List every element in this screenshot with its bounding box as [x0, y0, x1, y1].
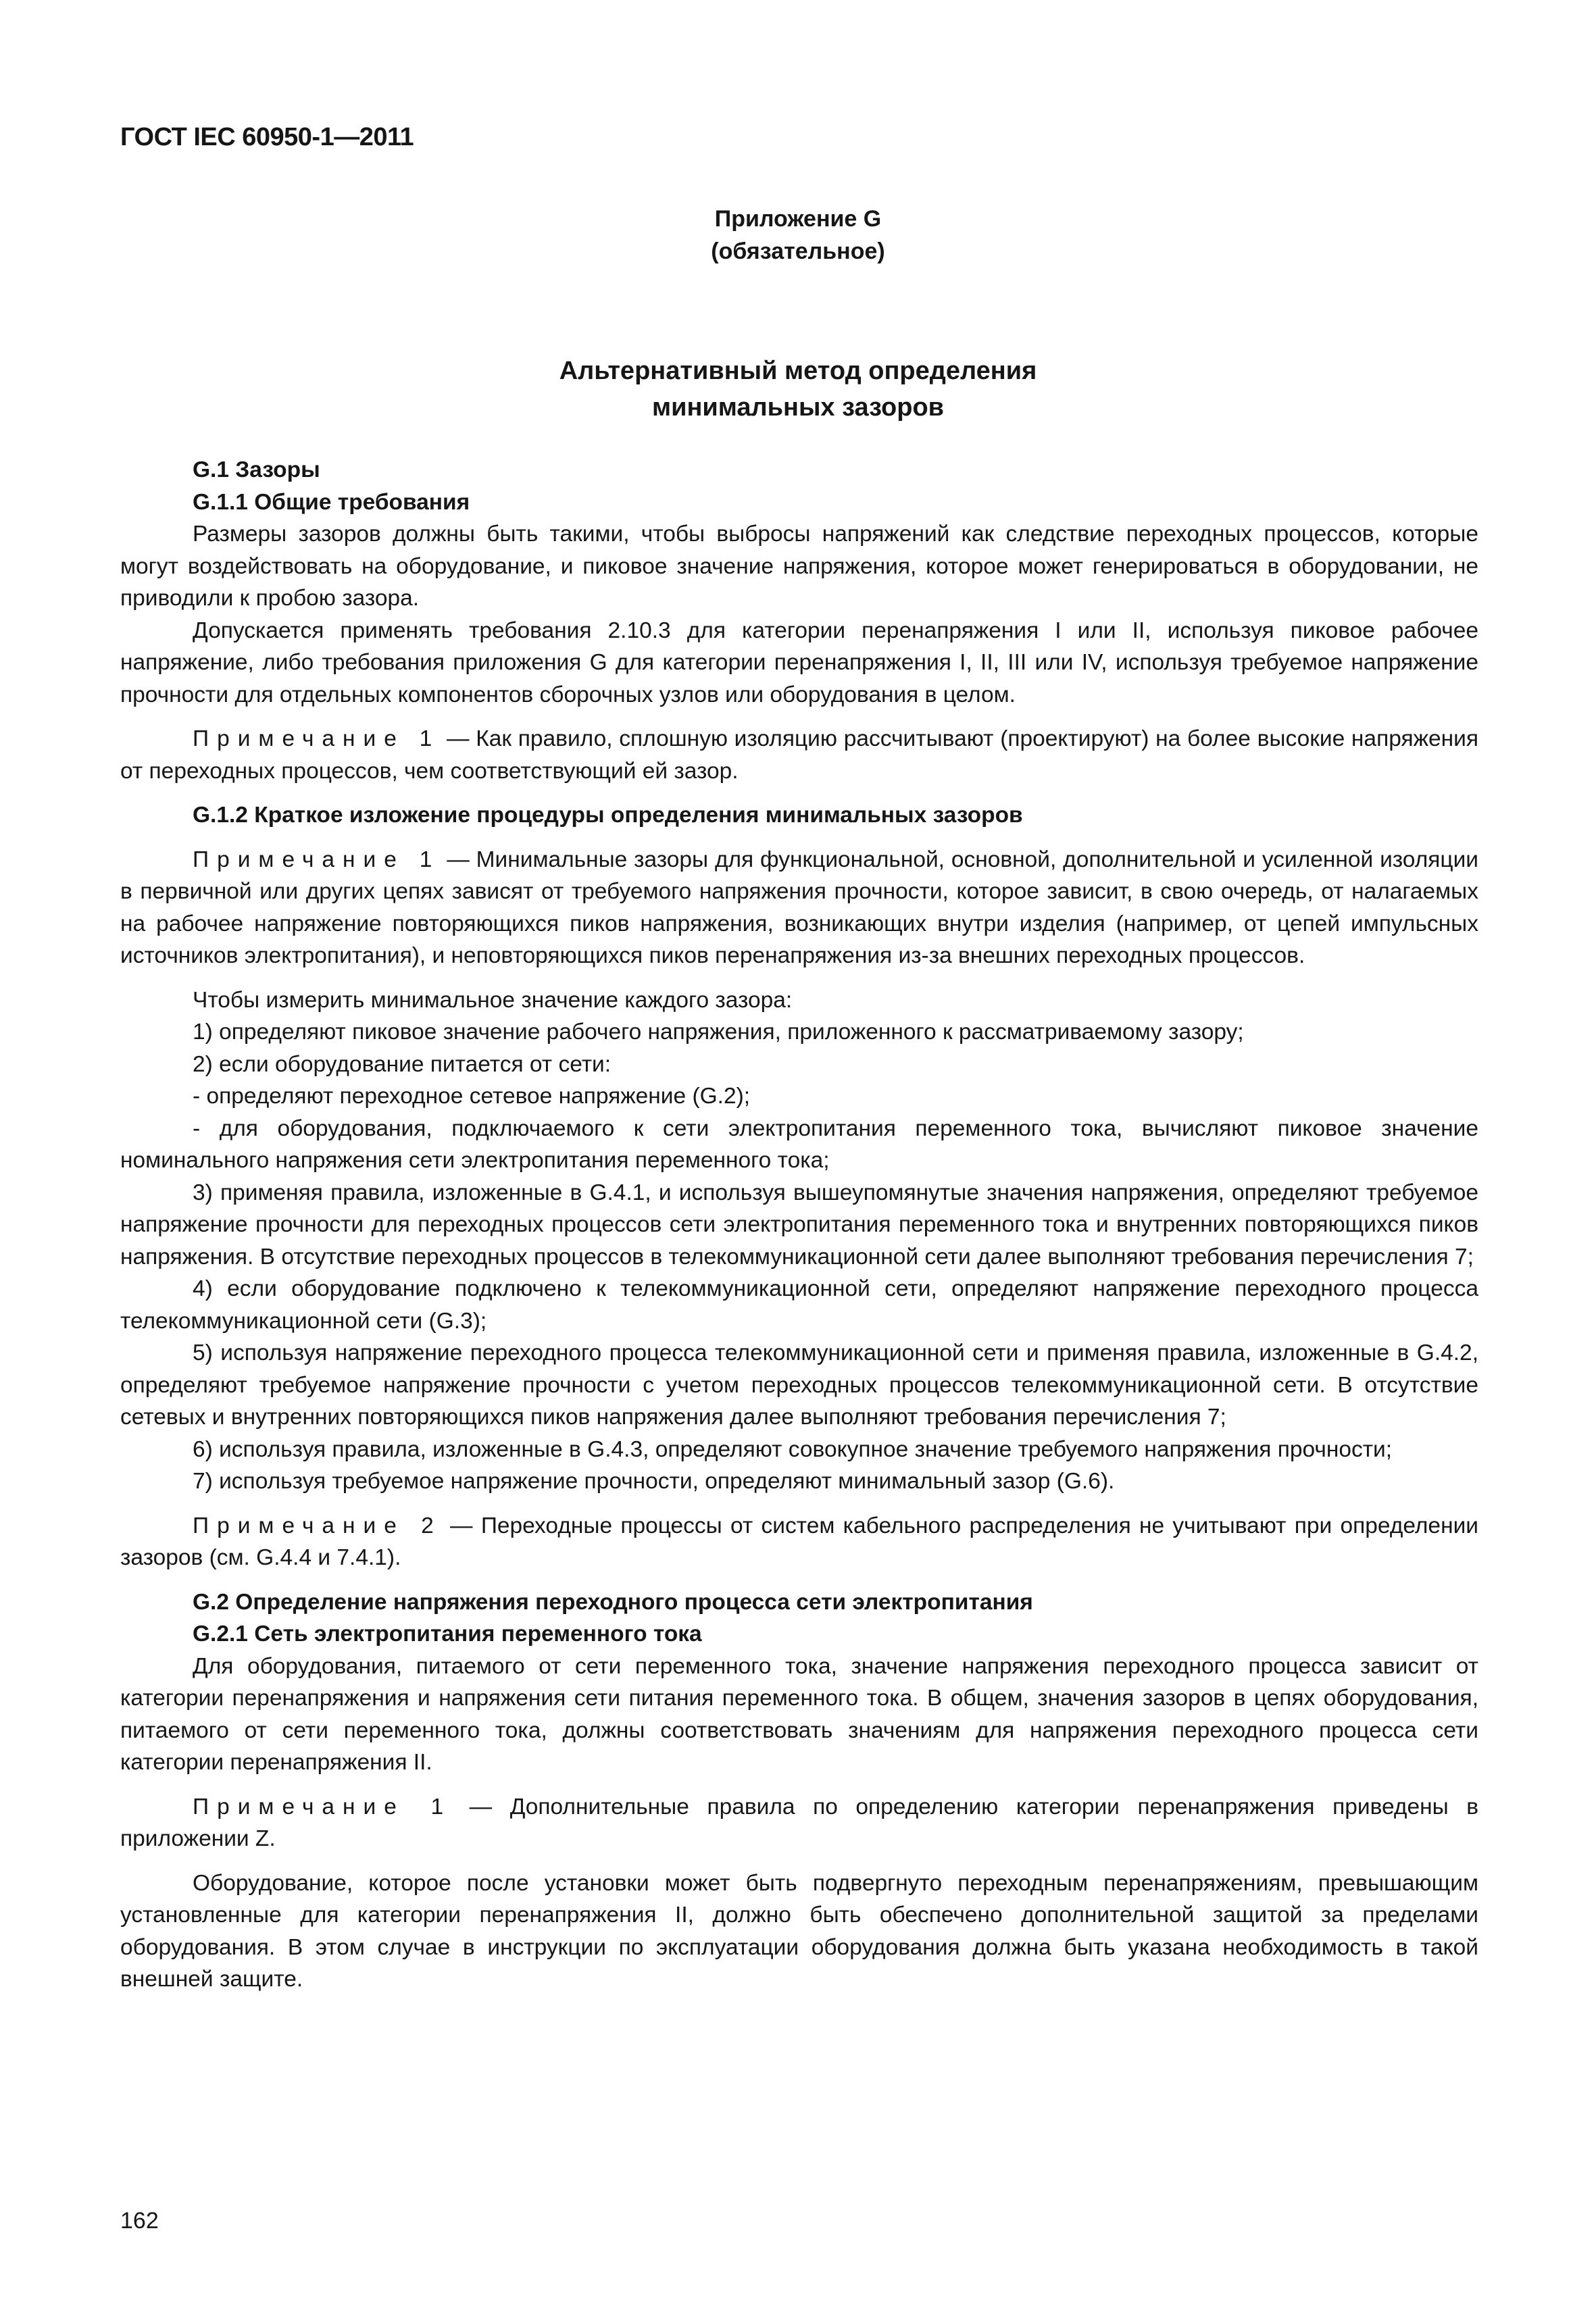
note-text: — Переходные процессы от систем кабельного распределения не учитывают при определении зазоров (см. G.4.4 и 7.4.1).	[120, 1513, 1478, 1570]
note-text: — Как правило, сплошную изоляцию рассчитывают (проектируют) на более высокие напряжения от переходных процессов, чем соответствующий ей зазор.	[120, 726, 1478, 784]
body-paragraph: 5) используя напряжение переходного процесса телекоммуникационной сети и применяя правила, изложенные в G.4.2, определяют требуемое напряжение прочности с учетом переходных процессов телекоммуникационной сети. В отсутствие сетевых и внутренних повторяющихся пиков напряжения далее выполняют требования перечисления 7;	[120, 1340, 1478, 1430]
note-paragraph	[120, 1510, 1478, 1574]
note-label: Примечание 1	[193, 847, 441, 872]
document-header: ГОСТ IEC 60950-1—2011	[120, 123, 414, 151]
note-label: Примечание 1	[193, 726, 441, 751]
note-label: Примечание 2	[193, 1513, 442, 1538]
body-paragraph: 1) определяют пиковое значение рабочего напряжения, приложенного к рассматриваемому зазору;	[193, 1020, 1244, 1045]
annex-heading	[0, 203, 1596, 268]
annex-label: Приложение G	[714, 206, 882, 232]
body-paragraph: 4) если оборудование подключено к телекоммуникационной сети, определяют напряжение переходного процесса телекоммуникационной сети (G.3);	[120, 1276, 1478, 1334]
body-paragraph: - определяют переходное сетевое напряжение (G.2);	[193, 1084, 751, 1109]
note-paragraph	[120, 844, 1478, 972]
section-heading: G.2.1 Сеть электропитания переменного тока	[193, 1621, 702, 1646]
body-paragraph: 3) применяя правила, изложенные в G.4.1, и используя вышеупомянутые значения напряжения, определяют требуемое напряжение прочности для переходных процессов сети электропитания переменного тока и внутренних повторяющихся пиков напряжения. В отсутствие переходных процессов в телекоммуникационной сети далее выполняют требования перечисления 7;	[120, 1180, 1478, 1269]
body-paragraph: 7) используя требуемое напряжение прочности, определяют минимальный зазор (G.6).	[193, 1469, 1115, 1494]
section-heading: G.1.2 Краткое изложение процедуры определения минимальных зазоров	[193, 803, 1023, 828]
body-paragraph: 2) если оборудование питается от сети:	[193, 1051, 612, 1077]
annex-status: (обязательное)	[711, 238, 885, 264]
document-body	[120, 454, 1478, 1996]
body-paragraph: Оборудование, которое после установки может быть подвергнуто переходным перенапряжениям, превышающим установленные для категории перенапряжения II, должно быть обеспечено дополнительной защитой за пределами оборудования. В этом случае в инструкции по эксплуатации оборудования должна быть указана необходимость в такой внешней защите.	[120, 1870, 1478, 1992]
body-paragraph: 6) используя правила, изложенные в G.4.3, определяют совокупное значение требуемого напряжения прочности;	[193, 1436, 1393, 1462]
annex-title-line-2: минимальных зазоров	[651, 393, 945, 422]
section-heading: G.1 Зазоры	[193, 457, 320, 482]
note-paragraph	[120, 1791, 1478, 1855]
note-text: — Дополнительные правила по определению категории перенапряжения приведены в приложении Z.	[120, 1794, 1479, 1851]
page-number: 162	[120, 2208, 159, 2234]
annex-title	[0, 353, 1596, 426]
note-paragraph	[120, 723, 1478, 787]
section-heading: G.2 Определение напряжения переходного процесса сети электропитания	[193, 1589, 1033, 1615]
body-paragraph: Для оборудования, питаемого от сети переменного тока, значение напряжения переходного процесса зависит от категории перенапряжения и напряжения сети питания переменного тока. В общем, значения зазоров в цепях оборудования, питаемого от сети переменного тока, должны соответствовать значениям для напряжения переходного процесса сети категории перенапряжения II.	[120, 1653, 1478, 1775]
note-label: Примечание 1	[193, 1794, 452, 1819]
annex-title-line-1: Альтернативный метод определения	[559, 357, 1037, 385]
body-paragraph: - для оборудования, подключаемого к сети электропитания переменного тока, вычисляют пиковое значение номинального напряжения сети электропитания переменного тока;	[120, 1115, 1478, 1173]
body-paragraph: Размеры зазоров должны быть такими, чтобы выбросы напряжений как следствие переходных процессов, которые могут воздействовать на оборудование, и пиковое значение напряжения, которое может генерироваться в оборудовании, не приводили к пробою зазора.	[120, 522, 1478, 611]
body-paragraph: Чтобы измерить минимальное значение каждого зазора:	[193, 987, 793, 1013]
note-text: — Минимальные зазоры для функциональной, основной, дополнительной и усиленной изоляции в первичной или других цепях зависят от требуемого напряжения прочности, которое зависит, в свою очередь, от налагаемых на рабочее напряжение повторяющихся пиков напряжения, возникающих внутри изделия (например, от цепей импульсных источников электропитания), и неповторяющихся пиков перенапряжения из-за внешних переходных процессов.	[120, 847, 1478, 968]
body-paragraph: Допускается применять требования 2.10.3 для категории перенапряжения I или II, используя пиковое рабочее напряжение, либо требования приложения G для категории перенапряжения I, II, III или IV, используя требуемое напряжение прочности для отдельных компонентов сборочных узлов или оборудования в целом.	[120, 618, 1478, 707]
section-heading: G.1.1 Общие требования	[193, 489, 470, 515]
